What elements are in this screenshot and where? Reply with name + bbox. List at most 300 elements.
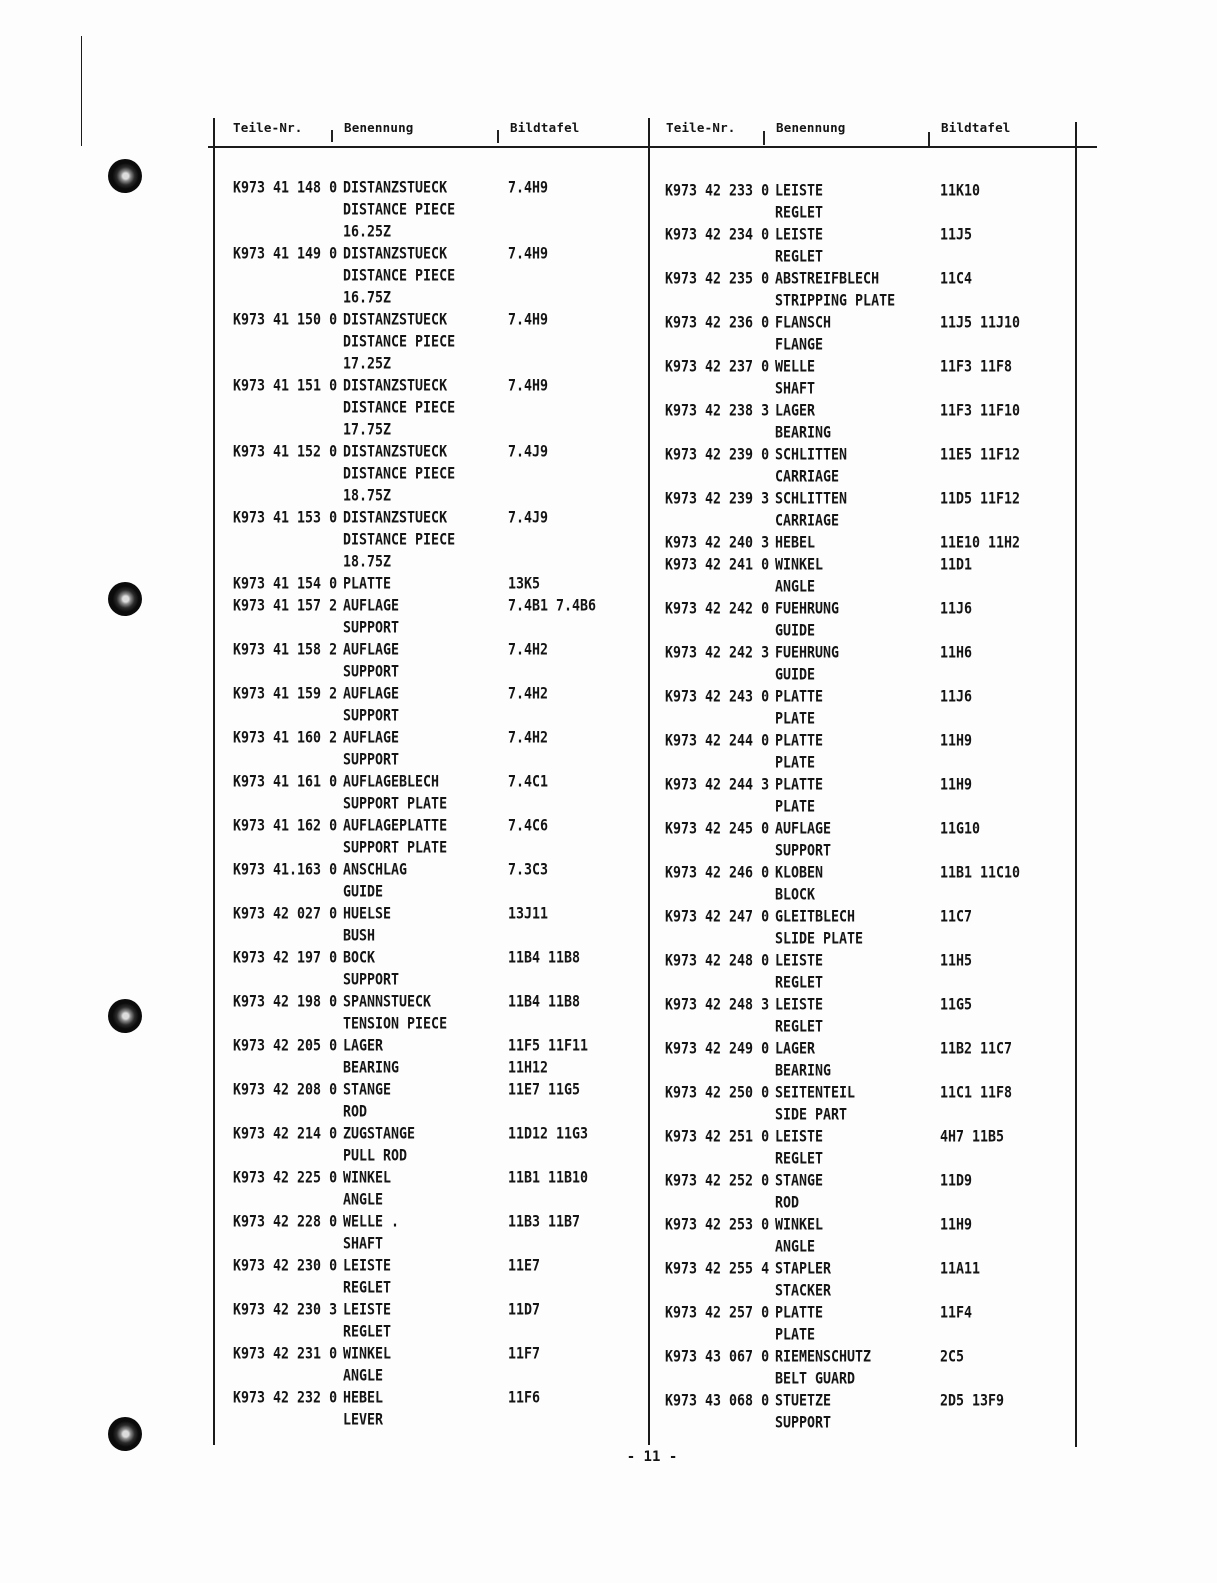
part-entry bbox=[665, 643, 1073, 687]
plate-reference: 7.4H2 bbox=[508, 641, 549, 660]
designation-english: FLANGE bbox=[775, 336, 824, 355]
plate-reference: 7.4H9 bbox=[508, 179, 549, 198]
designation-cell bbox=[343, 684, 508, 728]
designation-english: SUPPORT bbox=[775, 1414, 832, 1433]
designation-cell bbox=[775, 863, 940, 907]
plate-reference: 7.4C1 bbox=[508, 773, 549, 792]
plate-reference: 11F6 bbox=[508, 1389, 541, 1408]
designation-english: BELT GUARD bbox=[775, 1370, 856, 1389]
part-number-cell bbox=[665, 401, 775, 445]
designation-english: BUSH bbox=[343, 927, 376, 946]
designation-english: REGLET bbox=[775, 248, 824, 267]
punch-hole bbox=[108, 582, 142, 616]
part-entry bbox=[233, 728, 647, 772]
plate-cell bbox=[940, 445, 1073, 489]
designation-german: DISTANZSTUECK bbox=[343, 509, 448, 528]
designation-english: DISTANCE PIECE bbox=[343, 399, 456, 418]
column-divider-tick bbox=[763, 131, 765, 145]
part-entry bbox=[665, 533, 1073, 555]
designation-cell bbox=[343, 178, 508, 244]
plate-reference: 7.4H9 bbox=[508, 311, 549, 330]
part-entry bbox=[233, 574, 647, 596]
designation-english: GUIDE bbox=[343, 883, 384, 902]
designation-cell bbox=[775, 907, 940, 951]
plate-reference: 11E7 11G5 bbox=[508, 1081, 581, 1100]
part-entry bbox=[233, 1080, 647, 1124]
plate-reference: 11F3 11F10 bbox=[940, 402, 1021, 421]
plate-cell bbox=[940, 181, 1073, 225]
parts-list-left bbox=[233, 178, 647, 1432]
plate-reference: 11C1 11F8 bbox=[940, 1084, 1013, 1103]
plate-cell bbox=[508, 860, 647, 904]
part-entry bbox=[665, 313, 1073, 357]
plate-cell bbox=[508, 1344, 647, 1388]
plate-cell bbox=[508, 1388, 647, 1432]
designation-cell bbox=[775, 1083, 940, 1127]
part-number: K973 42 225 0 bbox=[233, 1169, 338, 1188]
designation-size: 18.75Z bbox=[343, 487, 392, 506]
designation-cell bbox=[343, 948, 508, 992]
designation-cell bbox=[343, 1080, 508, 1124]
part-entry bbox=[233, 596, 647, 640]
part-number: K973 42 232 0 bbox=[233, 1389, 338, 1408]
designation-german: LEISTE bbox=[775, 226, 824, 245]
designation-cell bbox=[775, 533, 940, 555]
designation-german: STUETZE bbox=[775, 1392, 832, 1411]
designation-cell bbox=[343, 1388, 508, 1432]
plate-reference: 7.4H2 bbox=[508, 685, 549, 704]
part-entry bbox=[665, 357, 1073, 401]
designation-german: LAGER bbox=[775, 402, 816, 421]
designation-english: REGLET bbox=[775, 1150, 824, 1169]
part-entry bbox=[665, 445, 1073, 489]
designation-cell bbox=[775, 225, 940, 269]
plate-cell bbox=[508, 992, 647, 1036]
part-number-cell bbox=[233, 376, 343, 442]
designation-english: ROD bbox=[775, 1194, 800, 1213]
plate-reference: 7.4B1 7.4B6 bbox=[508, 597, 597, 616]
part-entry bbox=[233, 1256, 647, 1300]
part-number-cell bbox=[665, 1083, 775, 1127]
part-number: K973 43 067 0 bbox=[665, 1348, 770, 1367]
designation-english: REGLET bbox=[775, 1018, 824, 1037]
plate-cell bbox=[940, 731, 1073, 775]
plate-cell bbox=[940, 1303, 1073, 1347]
plate-reference: 11H9 bbox=[940, 732, 973, 751]
designation-cell bbox=[343, 1344, 508, 1388]
part-number: K973 41 152 0 bbox=[233, 443, 338, 462]
part-number-cell bbox=[233, 1036, 343, 1080]
designation-cell bbox=[775, 1215, 940, 1259]
part-number-cell bbox=[665, 1215, 775, 1259]
designation-english: DISTANCE PIECE bbox=[343, 201, 456, 220]
designation-cell bbox=[343, 244, 508, 310]
part-number: K973 41 149 0 bbox=[233, 245, 338, 264]
plate-reference: 11G5 bbox=[940, 996, 973, 1015]
part-number-cell bbox=[665, 269, 775, 313]
part-number-cell bbox=[233, 1300, 343, 1344]
designation-cell bbox=[343, 860, 508, 904]
part-number: K973 42 230 3 bbox=[233, 1301, 338, 1320]
designation-english: SLIDE PLATE bbox=[775, 930, 864, 949]
part-number: K973 42 230 0 bbox=[233, 1257, 338, 1276]
plate-cell bbox=[940, 819, 1073, 863]
designation-german: RIEMENSCHUTZ bbox=[775, 1348, 872, 1367]
part-number-cell bbox=[233, 1124, 343, 1168]
plate-reference: 7.4C6 bbox=[508, 817, 549, 836]
part-number-cell bbox=[665, 995, 775, 1039]
designation-german: HEBEL bbox=[775, 534, 816, 553]
part-entry bbox=[233, 178, 647, 244]
plate-reference: 2D5 13F9 bbox=[940, 1392, 1005, 1411]
plate-cell bbox=[508, 640, 647, 684]
part-number-cell bbox=[233, 442, 343, 508]
plate-cell bbox=[508, 596, 647, 640]
designation-english: ANGLE bbox=[343, 1191, 384, 1210]
part-entry bbox=[665, 1127, 1073, 1171]
part-entry bbox=[233, 376, 647, 442]
part-number-cell bbox=[665, 1039, 775, 1083]
part-number-cell bbox=[233, 772, 343, 816]
part-number-cell bbox=[665, 643, 775, 687]
designation-cell bbox=[343, 1036, 508, 1080]
part-entry bbox=[233, 1124, 647, 1168]
designation-german: HEBEL bbox=[343, 1389, 384, 1408]
plate-reference: 11F7 bbox=[508, 1345, 541, 1364]
plate-reference: 11B1 11B10 bbox=[508, 1169, 589, 1188]
part-number-cell bbox=[665, 1171, 775, 1215]
designation-english: SHAFT bbox=[775, 380, 816, 399]
part-number: K973 41 157 2 bbox=[233, 597, 338, 616]
designation-cell bbox=[775, 1039, 940, 1083]
part-number-cell bbox=[665, 225, 775, 269]
designation-german: DISTANZSTUECK bbox=[343, 179, 448, 198]
part-number: K973 42 250 0 bbox=[665, 1084, 770, 1103]
plate-reference: 7.4H9 bbox=[508, 377, 549, 396]
designation-german: AUFLAGEBLECH bbox=[343, 773, 440, 792]
table-center-divider bbox=[648, 118, 650, 1445]
plate-cell bbox=[508, 574, 647, 596]
designation-english: PULL ROD bbox=[343, 1147, 408, 1166]
designation-cell bbox=[775, 819, 940, 863]
part-number: K973 42 239 3 bbox=[665, 490, 770, 509]
part-entry bbox=[233, 860, 647, 904]
designation-german: LAGER bbox=[343, 1037, 384, 1056]
plate-reference: 11K10 bbox=[940, 182, 981, 201]
designation-cell bbox=[343, 1212, 508, 1256]
plate-reference: 11H9 bbox=[940, 1216, 973, 1235]
part-number: K973 42 237 0 bbox=[665, 358, 770, 377]
part-number-cell bbox=[665, 555, 775, 599]
plate-reference: 11B4 11B8 bbox=[508, 993, 581, 1012]
part-number: K973 42 242 0 bbox=[665, 600, 770, 619]
plate-reference: 11D9 bbox=[940, 1172, 973, 1191]
part-number-cell bbox=[233, 574, 343, 596]
designation-german: STANGE bbox=[775, 1172, 824, 1191]
designation-english: CARRIAGE bbox=[775, 512, 840, 531]
plate-reference: 7.4J9 bbox=[508, 443, 549, 462]
plate-cell bbox=[940, 775, 1073, 819]
part-number-cell bbox=[233, 1388, 343, 1432]
designation-german: AUFLAGEPLATTE bbox=[343, 817, 448, 836]
designation-german: DISTANZSTUECK bbox=[343, 443, 448, 462]
designation-english: SUPPORT bbox=[343, 663, 400, 682]
plate-reference: 11C4 bbox=[940, 270, 973, 289]
plate-cell bbox=[940, 533, 1073, 555]
plate-reference: 7.4J9 bbox=[508, 509, 549, 528]
header-designation: Benennung bbox=[776, 120, 846, 135]
part-number: K973 42 244 0 bbox=[665, 732, 770, 751]
designation-english: LEVER bbox=[343, 1411, 384, 1430]
designation-english: DISTANCE PIECE bbox=[343, 531, 456, 550]
designation-size: 17.75Z bbox=[343, 421, 392, 440]
designation-english: ANGLE bbox=[343, 1367, 384, 1386]
part-entry bbox=[233, 1300, 647, 1344]
part-number-cell bbox=[233, 684, 343, 728]
designation-english: REGLET bbox=[343, 1279, 392, 1298]
punch-hole bbox=[108, 1417, 142, 1451]
plate-cell bbox=[940, 489, 1073, 533]
designation-german: ANSCHLAG bbox=[343, 861, 408, 880]
part-entry bbox=[665, 1083, 1073, 1127]
designation-cell bbox=[775, 1347, 940, 1391]
designation-english: REGLET bbox=[343, 1323, 392, 1342]
plate-cell bbox=[940, 225, 1073, 269]
designation-english: SUPPORT PLATE bbox=[343, 839, 448, 858]
plate-cell bbox=[940, 1347, 1073, 1391]
designation-english: SUPPORT PLATE bbox=[343, 795, 448, 814]
designation-english: TENSION PIECE bbox=[343, 1015, 448, 1034]
designation-size: 16.25Z bbox=[343, 223, 392, 242]
designation-english: DISTANCE PIECE bbox=[343, 333, 456, 352]
part-number-cell bbox=[665, 533, 775, 555]
part-entry bbox=[233, 1388, 647, 1432]
designation-cell bbox=[343, 992, 508, 1036]
plate-reference: 11E10 11H2 bbox=[940, 534, 1021, 553]
part-number-cell bbox=[665, 313, 775, 357]
plate-reference: 11E5 11F12 bbox=[940, 446, 1021, 465]
designation-german: FUEHRUNG bbox=[775, 600, 840, 619]
punch-hole bbox=[108, 999, 142, 1033]
part-entry bbox=[665, 1039, 1073, 1083]
plate-cell bbox=[508, 442, 647, 508]
plate-reference: 11D5 11F12 bbox=[940, 490, 1021, 509]
plate-reference: 11B1 11C10 bbox=[940, 864, 1021, 883]
designation-english: DISTANCE PIECE bbox=[343, 267, 456, 286]
designation-size: 16.75Z bbox=[343, 289, 392, 308]
part-entry bbox=[665, 1215, 1073, 1259]
plate-cell bbox=[508, 904, 647, 948]
designation-cell bbox=[775, 731, 940, 775]
designation-cell bbox=[775, 401, 940, 445]
plate-cell bbox=[940, 1259, 1073, 1303]
designation-english: REGLET bbox=[775, 974, 824, 993]
part-number: K973 42 242 3 bbox=[665, 644, 770, 663]
plate-cell bbox=[508, 508, 647, 574]
part-entry bbox=[665, 269, 1073, 313]
designation-cell bbox=[775, 445, 940, 489]
part-number: K973 42 255 4 bbox=[665, 1260, 770, 1279]
designation-cell bbox=[775, 995, 940, 1039]
part-number-cell bbox=[233, 1080, 343, 1124]
designation-german: LEISTE bbox=[775, 182, 824, 201]
designation-english: PLATE bbox=[775, 754, 816, 773]
plate-reference: 11F3 11F8 bbox=[940, 358, 1013, 377]
designation-cell bbox=[775, 775, 940, 819]
part-number-cell bbox=[665, 951, 775, 995]
designation-cell bbox=[343, 1256, 508, 1300]
designation-cell bbox=[343, 640, 508, 684]
part-number: K973 41 150 0 bbox=[233, 311, 338, 330]
designation-cell bbox=[343, 376, 508, 442]
designation-german: PLATTE bbox=[775, 688, 824, 707]
designation-cell bbox=[343, 442, 508, 508]
designation-german: DISTANZSTUECK bbox=[343, 311, 448, 330]
designation-german: HUELSE bbox=[343, 905, 392, 924]
designation-german: SEITENTEIL bbox=[775, 1084, 856, 1103]
part-entry bbox=[233, 772, 647, 816]
part-number-cell bbox=[233, 860, 343, 904]
plate-reference: 11H6 bbox=[940, 644, 973, 663]
designation-german: AUFLAGE bbox=[343, 641, 400, 660]
designation-cell bbox=[343, 1168, 508, 1212]
part-number-cell bbox=[233, 596, 343, 640]
part-number: K973 41 153 0 bbox=[233, 509, 338, 528]
part-entry bbox=[665, 225, 1073, 269]
part-number-cell bbox=[233, 310, 343, 376]
designation-cell bbox=[775, 357, 940, 401]
part-number-cell bbox=[233, 816, 343, 860]
part-number: K973 42 235 0 bbox=[665, 270, 770, 289]
designation-cell bbox=[775, 269, 940, 313]
part-number-cell bbox=[665, 1391, 775, 1435]
part-number: K973 42 248 3 bbox=[665, 996, 770, 1015]
column-divider-tick bbox=[331, 130, 333, 142]
plate-reference: 4H7 11B5 bbox=[940, 1128, 1005, 1147]
part-number: K973 42 251 0 bbox=[665, 1128, 770, 1147]
part-number: K973 42 205 0 bbox=[233, 1037, 338, 1056]
designation-cell bbox=[343, 1124, 508, 1168]
designation-cell bbox=[775, 1171, 940, 1215]
designation-english: DISTANCE PIECE bbox=[343, 465, 456, 484]
part-number-cell bbox=[665, 1303, 775, 1347]
plate-cell bbox=[508, 244, 647, 310]
part-number-cell bbox=[665, 489, 775, 533]
designation-english: BLOCK bbox=[775, 886, 816, 905]
plate-cell bbox=[508, 178, 647, 244]
designation-cell bbox=[775, 181, 940, 225]
plate-cell bbox=[940, 313, 1073, 357]
part-entry bbox=[665, 775, 1073, 819]
designation-english: PLATE bbox=[775, 710, 816, 729]
plate-reference: 13K5 bbox=[508, 575, 541, 594]
designation-cell bbox=[343, 574, 508, 596]
part-number: K973 42 249 0 bbox=[665, 1040, 770, 1059]
plate-reference: 11B3 11B7 bbox=[508, 1213, 581, 1232]
part-entry bbox=[665, 599, 1073, 643]
part-number: K973 41 159 2 bbox=[233, 685, 338, 704]
part-number: K973 42 027 0 bbox=[233, 905, 338, 924]
designation-german: ABSTREIFBLECH bbox=[775, 270, 880, 289]
designation-german: DISTANZSTUECK bbox=[343, 245, 448, 264]
plate-cell bbox=[508, 728, 647, 772]
plate-cell bbox=[940, 555, 1073, 599]
designation-english: PLATE bbox=[775, 1326, 816, 1345]
part-entry bbox=[233, 1036, 647, 1080]
plate-cell bbox=[940, 995, 1073, 1039]
designation-german: WINKEL bbox=[343, 1169, 392, 1188]
designation-german: AUFLAGE bbox=[775, 820, 832, 839]
designation-cell bbox=[775, 555, 940, 599]
part-entry bbox=[233, 992, 647, 1036]
part-entry bbox=[233, 244, 647, 310]
designation-english: STRIPPING PLATE bbox=[775, 292, 896, 311]
part-entry bbox=[665, 181, 1073, 225]
designation-english: SUPPORT bbox=[343, 751, 400, 770]
plate-cell bbox=[940, 863, 1073, 907]
designation-german: WINKEL bbox=[775, 556, 824, 575]
part-entry bbox=[665, 401, 1073, 445]
part-entry bbox=[665, 1303, 1073, 1347]
header-plate: Bildtafel bbox=[510, 120, 580, 135]
plate-reference: 11B2 11C7 bbox=[940, 1040, 1013, 1059]
plate-cell bbox=[940, 907, 1073, 951]
plate-cell bbox=[940, 401, 1073, 445]
part-number: K973 42 257 0 bbox=[665, 1304, 770, 1323]
part-number: K973 42 253 0 bbox=[665, 1216, 770, 1235]
designation-english: ANGLE bbox=[775, 1238, 816, 1257]
part-entry bbox=[665, 1259, 1073, 1303]
part-entry bbox=[233, 640, 647, 684]
designation-cell bbox=[775, 489, 940, 533]
plate-reference: 11G10 bbox=[940, 820, 981, 839]
part-number-cell bbox=[233, 948, 343, 992]
plate-reference: 11C7 bbox=[940, 908, 973, 927]
plate-cell bbox=[940, 1083, 1073, 1127]
part-entry bbox=[233, 816, 647, 860]
designation-german: STANGE bbox=[343, 1081, 392, 1100]
designation-german: WELLE . bbox=[343, 1213, 400, 1232]
parts-list-right bbox=[665, 181, 1073, 1435]
designation-german: SPANNSTUECK bbox=[343, 993, 432, 1012]
designation-cell bbox=[775, 1259, 940, 1303]
punch-hole bbox=[108, 159, 142, 193]
designation-size: 17.25Z bbox=[343, 355, 392, 374]
plate-cell bbox=[508, 1036, 647, 1080]
part-entry bbox=[665, 995, 1073, 1039]
plate-reference: 11H12 bbox=[508, 1059, 549, 1078]
designation-german: BOCK bbox=[343, 949, 376, 968]
designation-german: FUEHRUNG bbox=[775, 644, 840, 663]
plate-reference: 11D12 11G3 bbox=[508, 1125, 589, 1144]
plate-reference: 11H9 bbox=[940, 776, 973, 795]
part-number: K973 42 198 0 bbox=[233, 993, 338, 1012]
designation-german: PLATTE bbox=[775, 1304, 824, 1323]
designation-german: LEISTE bbox=[775, 996, 824, 1015]
plate-cell bbox=[508, 948, 647, 992]
designation-german: WELLE bbox=[775, 358, 816, 377]
designation-german: LEISTE bbox=[343, 1257, 392, 1276]
part-entry bbox=[665, 819, 1073, 863]
designation-cell bbox=[775, 599, 940, 643]
part-number: K973 41 161 0 bbox=[233, 773, 338, 792]
part-number: K973 41 148 0 bbox=[233, 179, 338, 198]
designation-german: SCHLITTEN bbox=[775, 490, 848, 509]
plate-cell bbox=[508, 1256, 647, 1300]
designation-german: AUFLAGE bbox=[343, 729, 400, 748]
designation-english: BEARING bbox=[775, 424, 832, 443]
designation-cell bbox=[343, 904, 508, 948]
